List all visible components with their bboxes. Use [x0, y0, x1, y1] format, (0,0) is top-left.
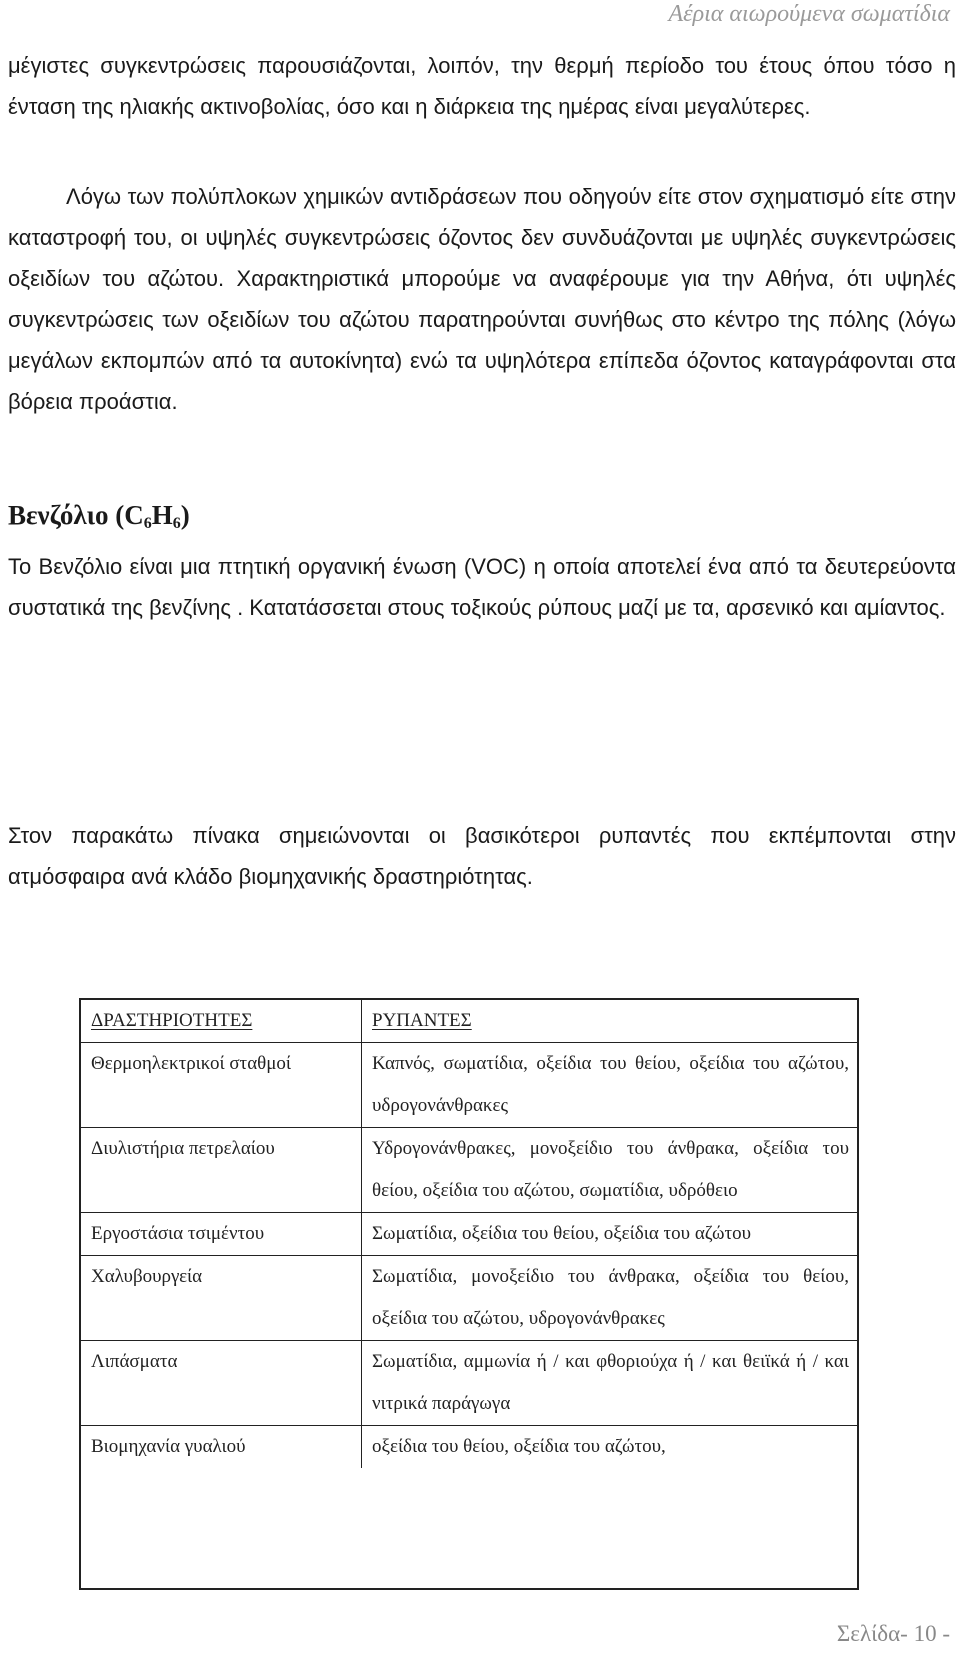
activity-cell: Βιομηχανία γυαλιού: [81, 1426, 362, 1469]
pollutant-cell: Σωματίδια, μονοξείδιο του άνθρακα, οξείδια του θείου, οξείδια του αζώτου, υδρογονάνθρακες: [362, 1256, 858, 1341]
activity-cell: Διυλιστήρια πετρελαίου: [81, 1128, 362, 1213]
paragraph-ozone-nitrogen-oxides: Λόγω των πολύπλοκων χημικών αντιδράσεων που οδηγούν είτε στον σχηματισμό είτε στην καταστροφή του, οι υψηλές συγκεντρώσεις όζοντος δεν συνδυάζονται με υψηλές συγκεντρώσεις οξειδίων του αζώτου. Χαρακτηριστικά μπορούμε να αναφέρουμε για την Αθήνα, ότι υψηλές συγκεντρώσεις των οξειδίων του αζώτου παρατηρούνται συνήθως στο κέντρο της πόλης (λόγω μεγάλων εκπομπών από τα αυτοκίνητα) ενώ τα υψηλότερα επίπεδα όζοντος καταγράφονται στα βόρεια προάστια.: [8, 184, 956, 414]
table-row: [81, 1341, 857, 1426]
paragraph-table-intro: Στον παρακάτω πίνακα σημειώνονται οι βασικότεροι ρυπαντές που εκπέμπονται στην ατμόσφαιρα ανά κλάδο βιομηχανικής δραστηριότητας.: [8, 823, 956, 889]
activity-cell: Λιπάσματα: [81, 1341, 362, 1426]
column-header-activities: ΔΡΑΣΤΗΡΙΟΤΗΤΕΣ: [81, 1000, 362, 1043]
pollutant-cell: οξείδια του θείου, οξείδια του αζώτου,: [362, 1426, 858, 1469]
table-header-row: [81, 1000, 857, 1043]
section-heading-benzene: Βενζόλιο $(C_6H_6)$: [8, 500, 190, 532]
running-header: Αέρια αιωρούμενα σωματίδια: [668, 1, 950, 27]
pollutant-cell: Καπνός, σωματίδια, οξείδια του θείου, οξείδια του αζώτου, υδρογονάνθρακες: [362, 1043, 858, 1128]
paragraph-benzene-description: Το Βενζόλιο είναι μια πτητική οργανική ένωση (VOC) η οποία αποτελεί ένα από τα δευτερεύοντα συστατικά της βενζίνης . Κατατάσσεται στους τοξικούς ρύπους μαζί με τα, αρσενικό και αμίαντος.: [8, 554, 956, 620]
pollutants-table: [81, 1000, 857, 1468]
table-row: [81, 1256, 857, 1341]
activity-cell: Θερμοηλεκτρικοί σταθμοί: [81, 1043, 362, 1128]
activity-cell: Χαλυβουργεία: [81, 1256, 362, 1341]
table-row: [81, 1213, 857, 1256]
paragraph-summer-concentrations: μέγιστες συγκεντρώσεις παρουσιάζονται, λοιπόν, την θερμή περίοδο του έτους όπου τόσο η ένταση της ηλιακής ακτινοβολίας, όσο και η διάρκεια της ημέρας είναι μεγαλύτερες.: [8, 53, 956, 119]
page-number: Σελίδα- 10 -: [836, 1621, 950, 1646]
table-row: [81, 1426, 857, 1469]
column-header-pollutants: ΡΥΠΑΝΤΕΣ: [362, 1000, 858, 1043]
table-row: [81, 1128, 857, 1213]
table-row: [81, 1043, 857, 1128]
pollutant-cell: Σωματίδια, οξείδια του θείου, οξείδια του αζώτου: [362, 1213, 858, 1256]
pollutant-cell: Σωματίδια, αμμωνία ή / και φθοριούχα ή / και θειϊκά ή / και νιτρικά παράγωγα: [362, 1341, 858, 1426]
pollutant-cell: Υδρογονάνθρακες, μονοξείδιο του άνθρακα, οξείδια του θείου, οξείδια του αζώτου, σωματίδια, υδρόθειο: [362, 1128, 858, 1213]
pollutants-table-frame: [79, 998, 859, 1590]
activity-cell: Εργοστάσια τσιμέντου: [81, 1213, 362, 1256]
